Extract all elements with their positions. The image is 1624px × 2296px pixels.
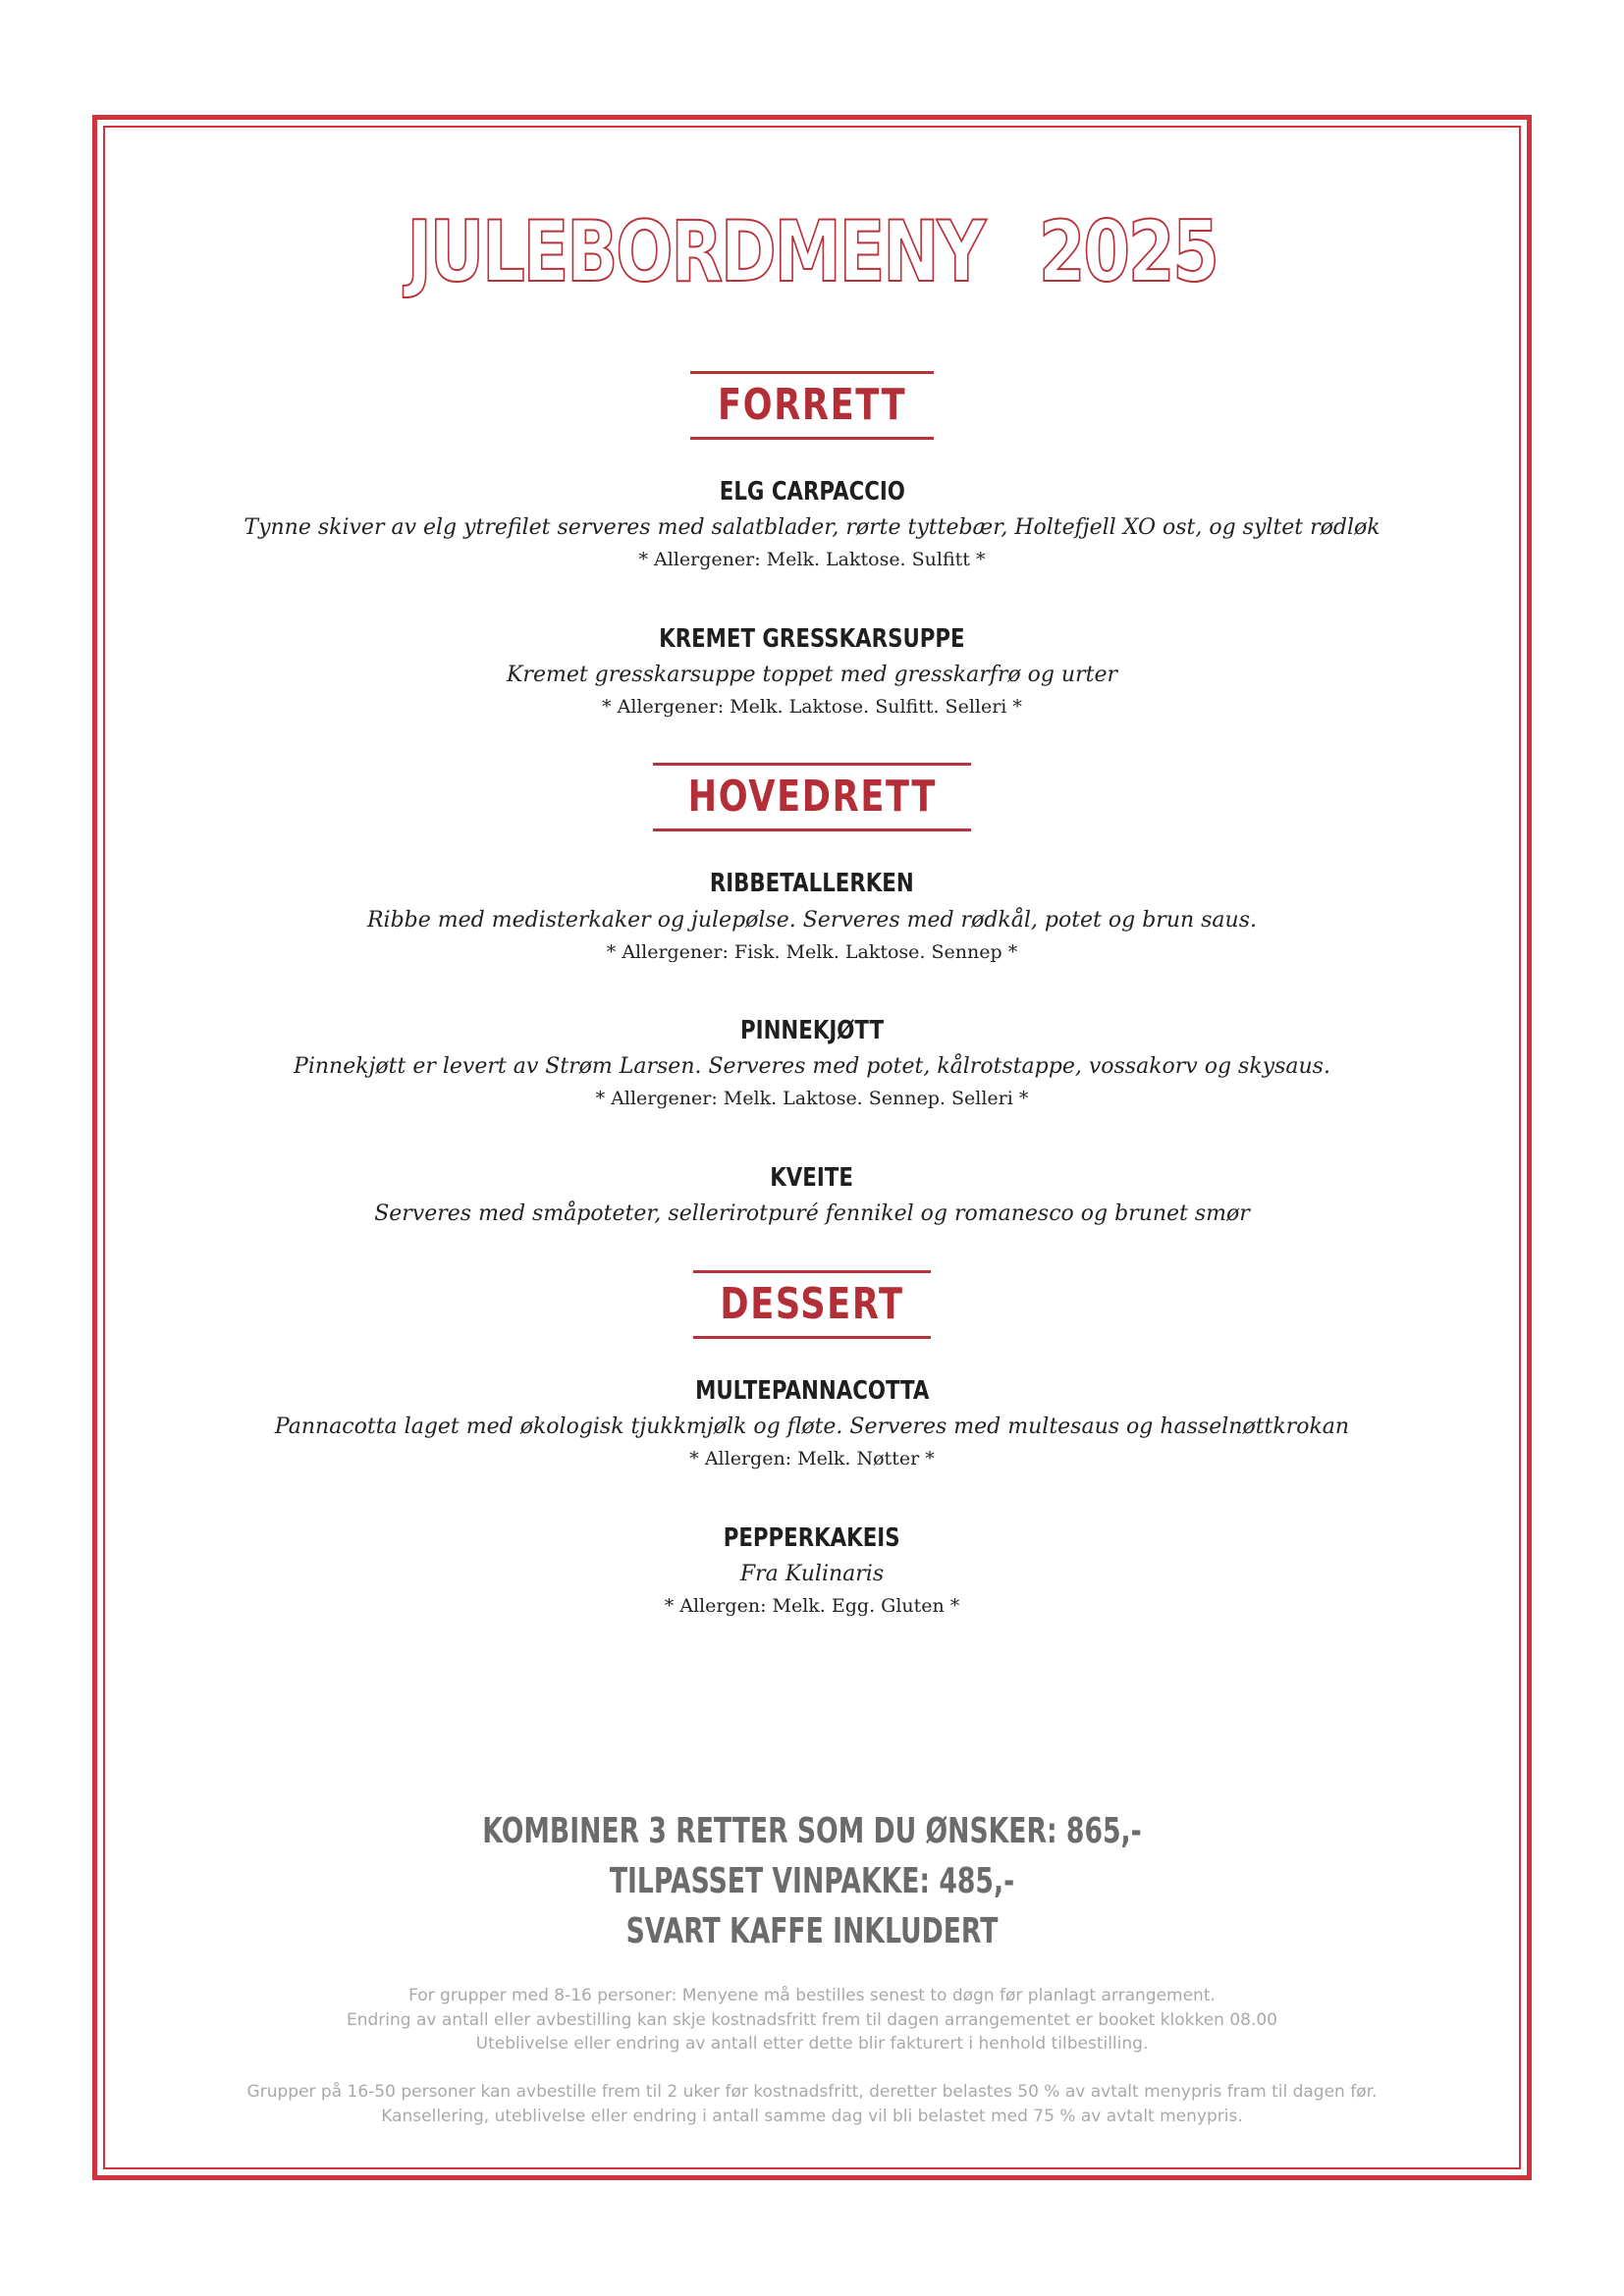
price-wine-package: TILPASSET VINPAKKE: 485,- [609,1861,1015,1902]
section-heading-label: FORRETT [717,380,907,430]
dish-name: PEPPERKAKEIS [724,1522,900,1553]
dish-description: Kremet gresskarsuppe toppet med gresskarfrø og urter [507,662,1117,687]
section-heading-label: HOVEDRETT [687,772,937,823]
section-heading [693,1270,931,1339]
pricing-block [108,1806,1516,1956]
terms-small-groups [108,1984,1516,2056]
dish-name: ELG CARPACCIO [719,477,905,507]
menu-title-word: JULEBORDMENY [406,203,984,301]
section-forrett [108,294,1516,721]
price-combo: KOMBINER 3 RETTER SOM DU ØNSKER: 865,- [482,1811,1142,1851]
dish-allergens: * Allergener: Fisk. Melk. Laktose. Sennep * [606,940,1018,963]
menu-content [108,126,1516,2126]
dish-allergens: * Allergener: Melk. Laktose. Sulfitt * [638,549,986,571]
dish-item [108,1016,1516,1114]
section-heading-label: DESSERT [720,1278,904,1329]
menu-title [248,203,1375,301]
dish-item [108,1523,1516,1622]
dish-description: Fra Kulinaris [739,1561,885,1586]
dish-name: PINNEKJØTT [740,1016,884,1046]
dish-allergens: * Allergener: Melk. Laktose. Sennep. Selleri * [595,1088,1029,1110]
price-coffee: SVART KAFFE INKLUDERT [625,1911,999,1952]
dish-name: MULTEPANNACOTTA [694,1375,930,1406]
terms-line: Uteblivelse eller endring av antall etter dette blir fakturert i henhold tilbestilling. [475,2034,1149,2055]
section-heading [690,371,934,440]
section-hovedrett [108,721,1516,1231]
menu-title-year: 2025 [1038,203,1218,301]
dish-allergens: * Allergen: Melk. Nøtter * [689,1448,935,1470]
dish-description: Tynne skiver av elg ytrefilet serveres med salatblader, rørte tyttebær, Holtefjell XO ost, og syltet rødløk [244,515,1380,541]
dish-item [108,624,1516,722]
dish-item [108,477,1516,575]
terms-large-groups [108,2080,1516,2128]
dish-allergens: * Allergen: Melk. Egg. Gluten * [664,1594,960,1617]
dish-description: Ribbe med medisterkaker og julepølse. Serveres med rødkål, potet og brun saus. [366,907,1258,933]
dish-description: Pannacotta laget med økologisk tjukkmjølk og fløte. Serveres med multesaus og hasselnøttkrokan [274,1415,1350,1440]
dish-name: KVEITE [770,1162,854,1193]
section-dessert [108,1231,1516,1621]
terms-line: Grupper på 16-50 personer kan avbestille frem til 2 uker før kostnadsfritt, deretter belastes 50 % av avtalt menypris fram til dagen før. [246,2081,1378,2102]
dish-allergens: * Allergener: Melk. Laktose. Sulfitt. Selleri * [602,695,1022,718]
dish-name: RIBBETALLERKEN [710,869,914,899]
dish-description: Serveres med småpoteter, sellerirotpuré fennikel og romanesco og brunet smør [374,1201,1250,1226]
terms-line: Kansellering, uteblivelse eller endring i antall samme dag vil bli belastet med 75 % av avtalt menypris. [381,2106,1243,2126]
booking-terms [108,1984,1516,2128]
terms-line: For grupper med 8-16 personer: Menyene må bestilles senest to døgn før planlagt arrangement. [408,1986,1216,2005]
dish-item [108,869,1516,967]
dish-item [108,1376,1516,1474]
dish-name: KREMET GRESSKARSUPPE [659,623,965,654]
section-heading [653,763,972,831]
dish-item [108,1163,1516,1231]
dish-description: Pinnekjøtt er levert av Strøm Larsen. Serveres med potet, kålrotstappe, vossakorv og skysaus. [294,1054,1330,1080]
terms-line: Endring av antall eller avbestilling kan skje kostnadsfritt frem til dagen arrangementet er booket klokken 08.00 [347,2009,1277,2030]
